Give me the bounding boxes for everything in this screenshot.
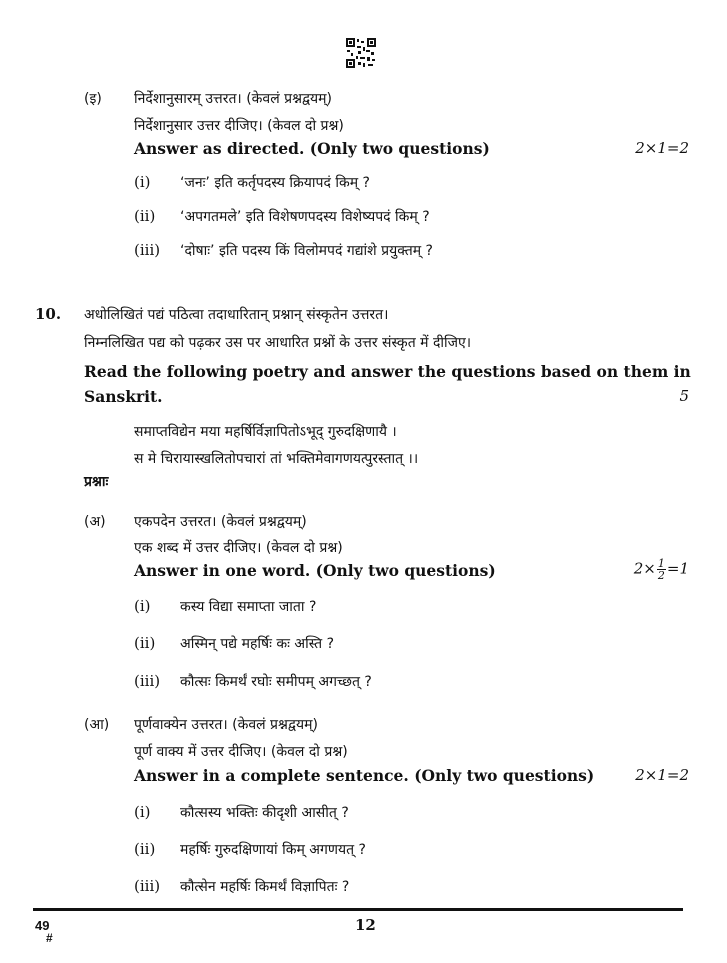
- section-i-item-number: (ii): [134, 207, 156, 225]
- section-a-label: (अ): [84, 514, 106, 530]
- section-a-item-number: (i): [134, 597, 151, 615]
- verse-line-2: स मे चिरायास्खलितोपचारां तां भक्तिमेवागणयत्पुरस्तात् ।।: [134, 451, 419, 467]
- section-a-hindi-instruction: एक शब्द में उत्तर दीजिए। (केवल दो प्रश्न): [134, 540, 343, 556]
- section-aa-item-text: कौत्सेन महर्षिः किमर्थं विज्ञापितः ?: [180, 879, 350, 895]
- verse-line-1: समाप्तविद्येन मया महर्षिर्विज्ञापितोऽभूद् गुरुदक्षिणायै ।: [134, 424, 397, 440]
- section-aa-label: (आ): [84, 717, 110, 733]
- footer-divider: [33, 908, 683, 911]
- section-a-item-text: कस्य विद्या समाप्ता जाता ?: [180, 599, 317, 615]
- section-i-item-number: (iii): [134, 241, 161, 259]
- section-a-marks: [634, 558, 689, 581]
- section-aa-item-number: (iii): [134, 877, 161, 895]
- section-i-item-text: ‘जनः’ इति कर्तृपदस्य क्रियापदं किम् ?: [180, 175, 370, 191]
- section-a-item-number: (iii): [134, 672, 161, 690]
- paper-code: 49: [35, 918, 50, 933]
- section-a-sanskrit-instruction: एकपदेन उत्तरत। (केवलं प्रश्नद्वयम्): [134, 514, 307, 530]
- q10-english-instruction: Read the following poetry and answer the questions based on them in: [84, 362, 691, 381]
- questions-heading: प्रश्नाः: [84, 474, 109, 490]
- section-a-item-number: (ii): [134, 634, 156, 652]
- section-i-marks: 2×1=2: [635, 139, 689, 157]
- fraction: [657, 558, 666, 581]
- section-aa-item-number: (ii): [134, 840, 156, 858]
- section-a-item-text: कौत्सः किमर्थं रघोः समीपम् अगच्छत् ?: [180, 674, 372, 690]
- marks-suffix: =1: [666, 559, 689, 578]
- page-number: 12: [355, 916, 376, 934]
- q10-marks: 5: [679, 387, 689, 405]
- section-aa-item-text: महर्षिः गुरुदक्षिणायां किम् अगणयत् ?: [180, 842, 366, 858]
- section-aa-marks: 2×1=2: [635, 766, 689, 784]
- section-aa-item-text: कौत्सस्य भक्तिः कीदृशी आसीत् ?: [180, 805, 349, 821]
- fraction-denominator: 2: [657, 569, 665, 582]
- qr-code-icon: [346, 38, 376, 68]
- q10-english-instruction-cont: Sanskrit.: [84, 387, 163, 406]
- q10-sanskrit-instruction: अधोलिखितं पद्यं पठित्वा तदाधारितान् प्रश्नान् संस्कृतेन उत्तरत।: [84, 307, 389, 323]
- fraction-numerator: 1: [657, 557, 665, 570]
- section-aa-hindi-instruction: पूर्ण वाक्य में उत्तर दीजिए। (केवल दो प्रश्न): [134, 744, 348, 760]
- hash-mark: #: [46, 931, 53, 945]
- q10-hindi-instruction: निम्नलिखित पद्य को पढ़कर उस पर आधारित प्रश्नों के उत्तर संस्कृत में दीजिए।: [84, 335, 472, 351]
- section-i-label: (इ): [84, 91, 102, 107]
- section-i-item-number: (i): [134, 173, 151, 191]
- section-aa-sanskrit-instruction: पूर्णवाक्येन उत्तरत। (केवलं प्रश्नद्वयम्): [134, 717, 318, 733]
- section-a-english-instruction: Answer in one word. (Only two questions): [134, 561, 496, 580]
- section-i-english-instruction: Answer as directed. (Only two questions): [134, 139, 490, 158]
- section-a-item-text: अस्मिन् पद्ये महर्षिः कः अस्ति ?: [180, 636, 335, 652]
- section-i-sanskrit-instruction: निर्देशानुसारम् उत्तरत। (केवलं प्रश्नद्वयम्): [134, 91, 332, 107]
- question-number: 10.: [35, 305, 62, 323]
- section-aa-english-instruction: Answer in a complete sentence. (Only two questions): [134, 766, 595, 785]
- marks-prefix: 2×: [633, 559, 656, 578]
- section-i-item-text: ‘अपगतमले’ इति विशेषणपदस्य विशेष्यपदं किम् ?: [180, 209, 430, 225]
- section-i-hindi-instruction: निर्देशानुसार उत्तर दीजिए। (केवल दो प्रश्न): [134, 118, 344, 134]
- section-aa-item-number: (i): [134, 803, 151, 821]
- section-i-item-text: ‘दोषाः’ इति पदस्य किं विलोमपदं गद्यांशे प्रयुक्तम् ?: [180, 243, 433, 259]
